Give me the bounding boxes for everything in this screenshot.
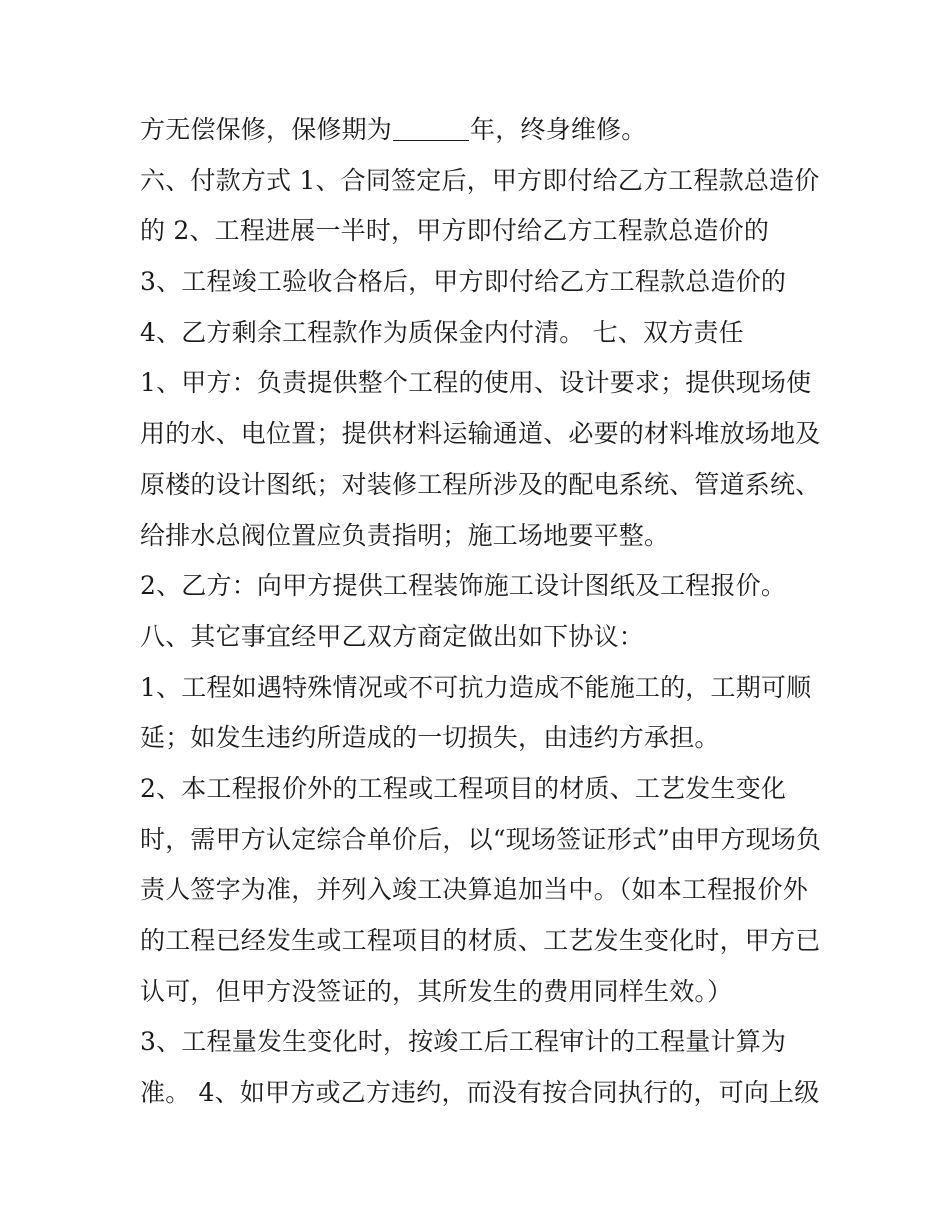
text-line: 延；如发生违约所造成的一切损失，由违约方承担。 [140,723,720,753]
text-line: 2、乙方：向甲方提供工程装饰施工设计图纸及工程报价。 [140,571,787,601]
text-line: 3、工程量发生变化时，按竣工后工程审计的工程量计算为 [140,1027,787,1057]
warranty-years-blank [393,114,469,141]
warranty-line [140,105,820,156]
warranty-text-after: 年，终身维修。 [470,115,647,144]
text-line: 1、工程如遇特殊情况或不可抗力造成不能施工的，工期可顺 [140,672,812,702]
text-line: 1、甲方：负责提供整个工程的使用、设计要求；提供现场使 [140,368,812,398]
text-line: 2、本工程报价外的工程或工程项目的材质、工艺发生变化 [140,773,787,803]
text-line: 时，需甲方认定综合单价后，以“现场签证形式”由甲方现场负 [140,824,822,854]
text-line: 4、乙方剩余工程款作为质保金内付清。 七、双方责任 [140,317,744,347]
text-line: 3、工程竣工验收合格后，甲方即付给乙方工程款总造价的 [140,267,787,297]
document-body [140,105,820,1119]
text-line: 六、付款方式 1、合同签定后，甲方即付给乙方工程款总造价 [140,165,820,195]
text-line: 原楼的设计图纸；对装修工程所涉及的配电系统、管道系统、 [140,469,821,499]
text-line: 责人签字为准，并列入竣工决算追加当中。（如本工程报价外 [140,875,808,905]
text-line: 给排水总阀位置应负责指明；施工场地要平整。 [140,520,670,550]
text-line: 准。 4、如甲方或乙方违约，而没有按合同执行的，可向上级 [140,1078,820,1108]
text-line: 用的水、电位置；提供材料运输通道、必要的材料堆放场地及 [140,419,821,449]
text-line: 的 2、工程进展一半时，甲方即付给乙方工程款总造价的 [140,216,770,246]
text-line: 认可，但甲方没签证的，其所发生的费用同样生效。） [140,976,733,1006]
text-line: 的工程已经发生或工程项目的材质、工艺发生变化时，甲方已 [140,926,821,955]
warranty-text-before: 方无偿保修，保修期为 [140,115,393,144]
text-line: 八、其它事宜经甲乙双方商定做出如下协议： [140,621,645,651]
